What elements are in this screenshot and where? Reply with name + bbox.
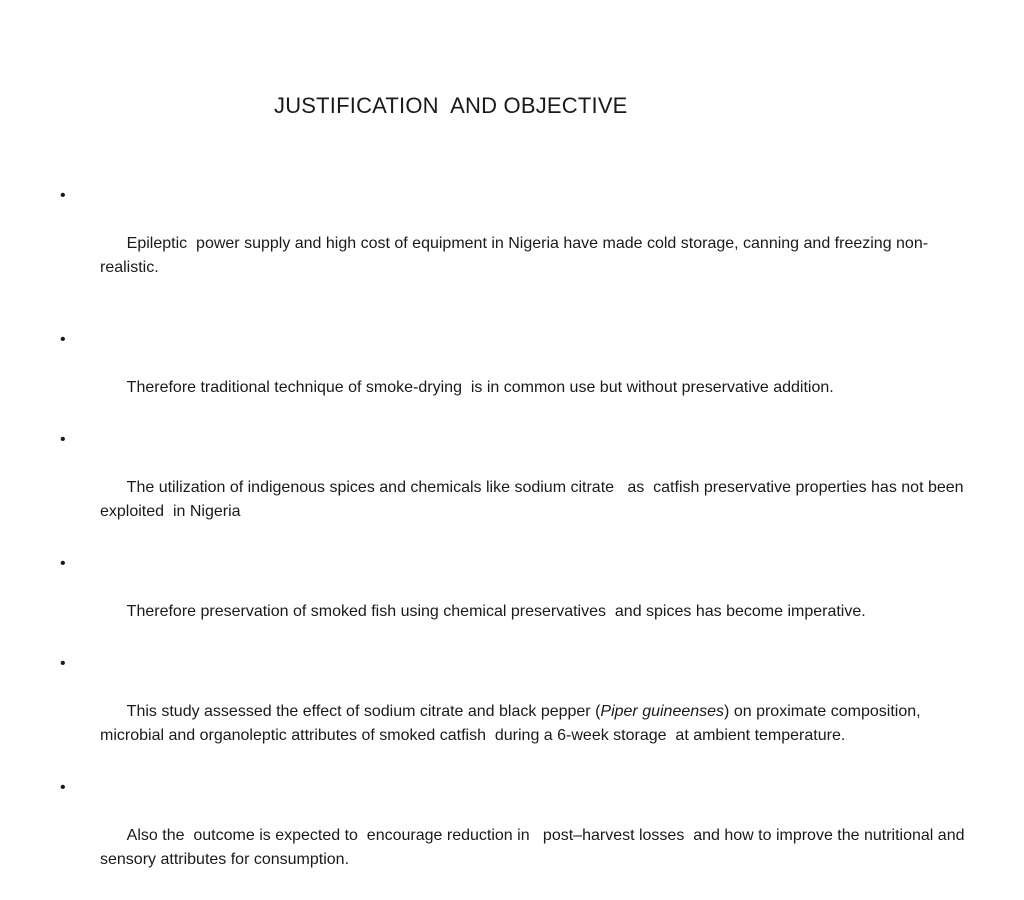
- bullet-item: [59, 552, 969, 648]
- bullet-item: [59, 428, 977, 548]
- bullet-list: [59, 184, 977, 900]
- bullet-item: [59, 652, 969, 772]
- bullet-item: [59, 184, 969, 304]
- bullet-text: Therefore preservation of smoked fish using chemical preservatives and spices has become imperative.: [126, 603, 866, 620]
- bullet-dot-icon: •: [60, 779, 66, 796]
- bullet-item: [59, 328, 969, 424]
- bullet-text: Also the outcome is expected to encourage reduction in post–harvest losses and how to improve the nutritional and sensory attributes for consumption.: [100, 827, 969, 868]
- bullet-text: Epileptic power supply and high cost of equipment in Nigeria have made cold storage, canning and freezing non-realistic.: [100, 235, 929, 276]
- bullet-item: [59, 776, 969, 896]
- bullet-text: Therefore traditional technique of smoke-drying is in common use but without preservative addition.: [126, 379, 834, 396]
- bullet-text-after: ) on proximate composition, microbial and organoleptic attributes of smoked catfish during a 6-week storage at ambient temperature.: [100, 703, 926, 744]
- bullet-dot-icon: •: [60, 655, 66, 672]
- bullet-dot-icon: •: [60, 555, 66, 572]
- bullet-dot-icon: •: [60, 331, 66, 348]
- bullet-dot-icon: •: [60, 187, 66, 204]
- species-name-italic: Piper guineenses: [600, 703, 725, 720]
- slide-title: JUSTIFICATION AND OBJECTIVE: [274, 93, 628, 118]
- bullet-text: [100, 703, 925, 744]
- bullet-dot-icon: •: [60, 431, 66, 448]
- bullet-text-before: This study assessed the effect of sodium citrate and black pepper (: [126, 703, 601, 720]
- bullet-text: The utilization of indigenous spices and chemicals like sodium citrate as catfish preservative properties has not been exploited in Nigeria: [100, 479, 977, 520]
